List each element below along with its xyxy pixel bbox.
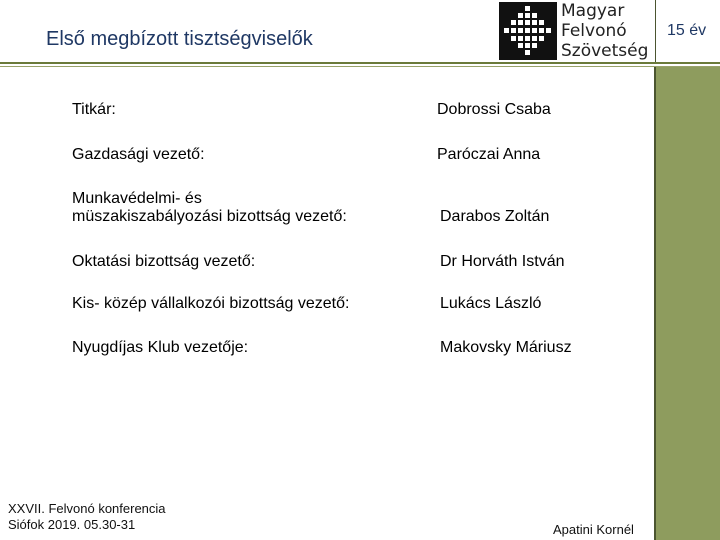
footer-conference-name: XXVII. Felvonó konferencia	[8, 501, 166, 516]
role-label-safety-line1: Munkavédelmi- és	[72, 190, 202, 207]
role-label-education: Oktatási bizottság vezető:	[72, 253, 256, 270]
footer-author: Apatini Kornél	[553, 522, 634, 537]
footer-location-date: Siófok 2019. 05.30-31	[8, 517, 136, 532]
page-title: Első megbízott tisztségviselők	[46, 28, 313, 50]
logo-line-1: Magyar	[561, 1, 625, 21]
person-retirees: Makovsky Máriusz	[440, 339, 572, 356]
role-label-secretary: Titkár:	[72, 101, 116, 118]
header-divider-thin	[0, 66, 720, 67]
person-sme: Lukács László	[440, 295, 542, 312]
logo-dot-grid-icon	[499, 2, 557, 60]
person-education: Dr Horváth István	[440, 253, 565, 270]
role-label-finance: Gazdasági vezető:	[72, 146, 205, 163]
footer-conference	[8, 501, 166, 533]
person-secretary: Dobrossi Csaba	[437, 101, 551, 118]
person-finance: Paróczai Anna	[437, 146, 541, 163]
association-logo	[497, 0, 655, 64]
logo-line-3: Szövetség	[561, 41, 649, 61]
side-accent-bar	[654, 67, 720, 540]
role-label-sme: Kis- közép vállalkozói bizottság vezető:	[72, 295, 350, 312]
anniversary-badge: 15 év	[667, 22, 707, 39]
role-label-safety-line2: müszakiszabályozási bizottság vezető:	[72, 208, 347, 225]
person-safety: Darabos Zoltán	[440, 208, 550, 225]
logo-line-2: Felvonó	[561, 21, 627, 41]
role-label-retirees: Nyugdíjas Klub vezetője:	[72, 339, 249, 356]
header-divider	[0, 62, 720, 64]
